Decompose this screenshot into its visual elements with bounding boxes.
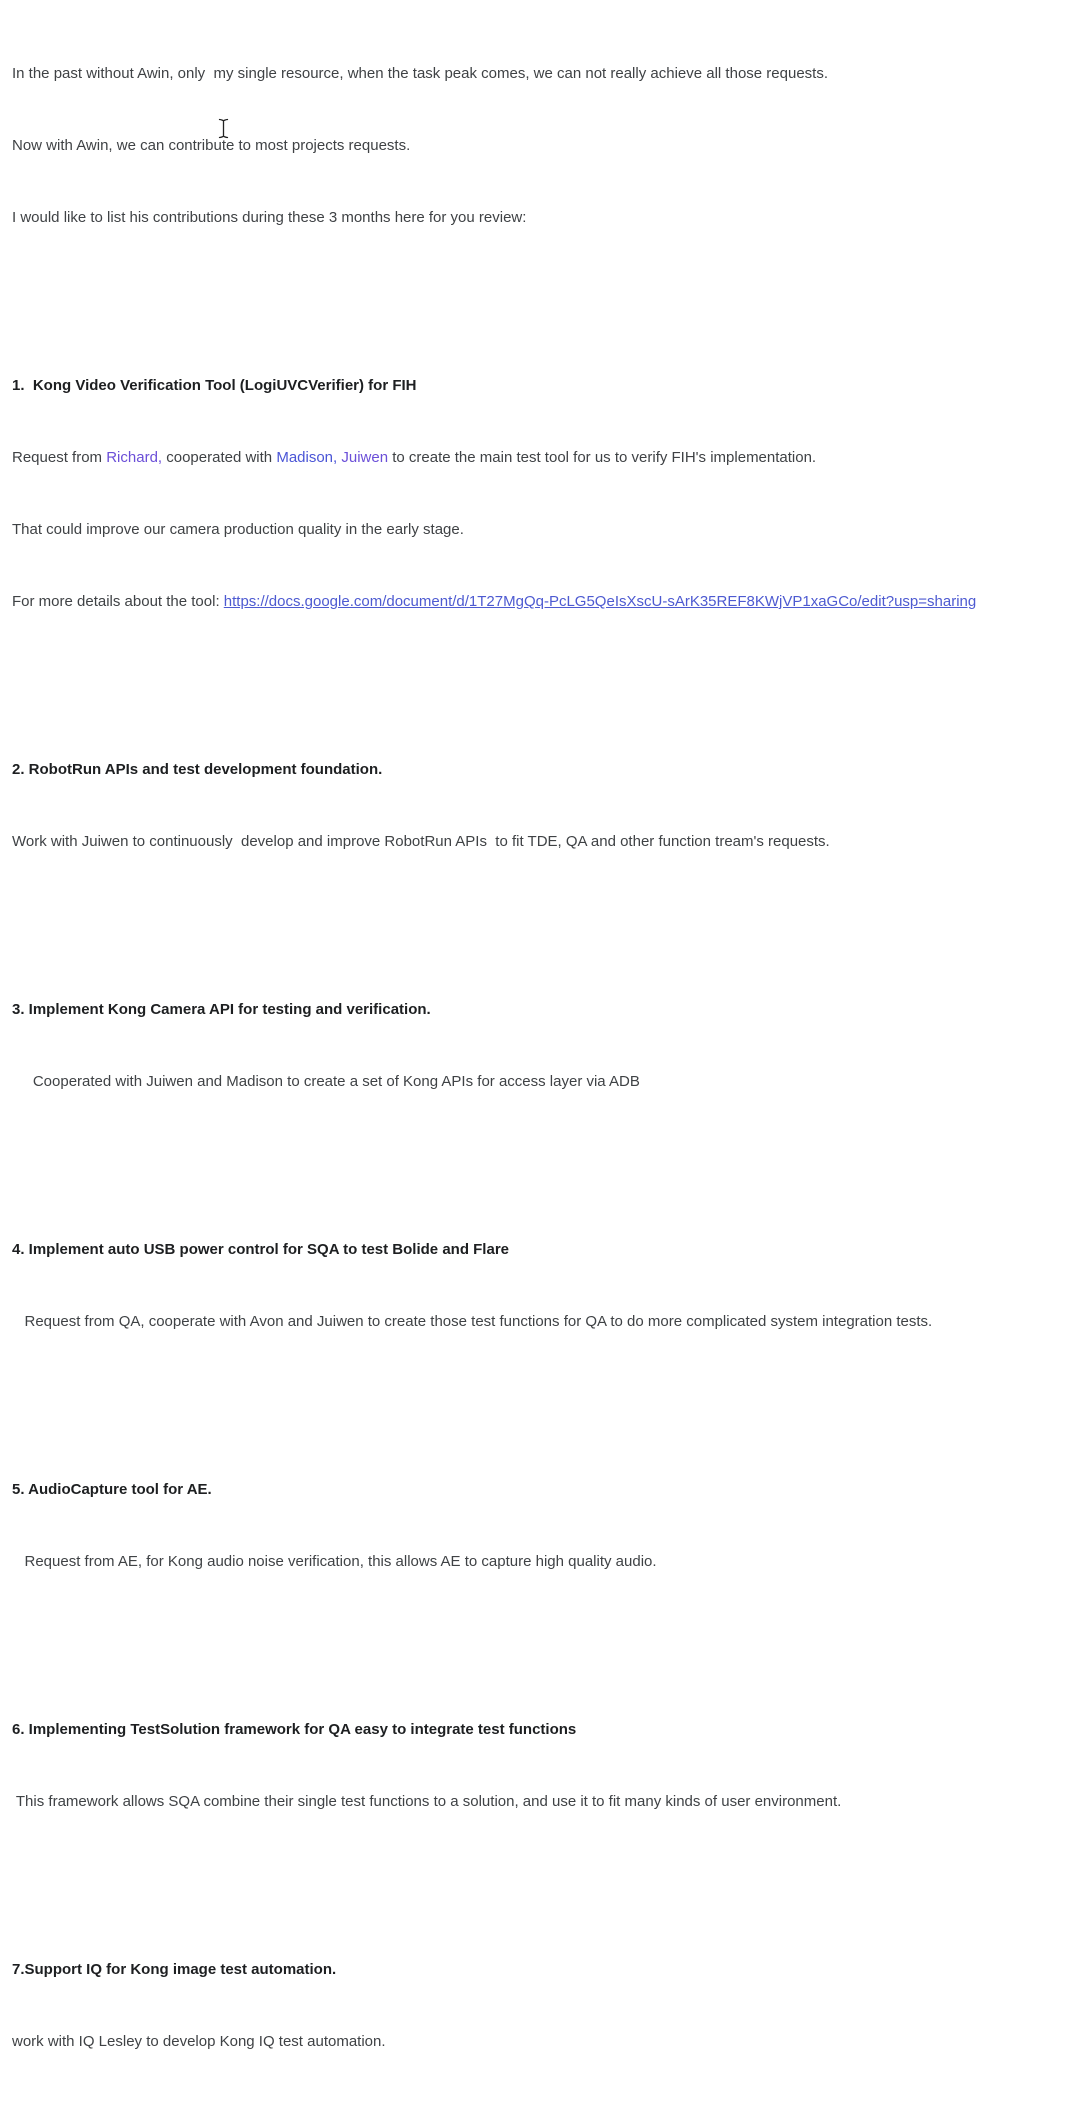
intro-line-2: Now with Awin, we can contribute to most projects requests. [12, 137, 411, 154]
section1-request-pre: Request from [12, 449, 107, 466]
section1-request-mid: cooperated with [162, 449, 277, 466]
section3-body: Cooperated with Juiwen and Madison to create a set of Kong APIs for access layer via ADB [12, 1073, 640, 1090]
section1-request-line [12, 446, 1080, 470]
section1-heading: 1. Kong Video Verification Tool (LogiUVCVerifier) for FIH [12, 377, 417, 394]
blank-line [12, 278, 1080, 302]
section2-heading: 2. RobotRun APIs and test development foundation. [12, 761, 383, 778]
blank-line [12, 902, 1080, 926]
section1-details-label: For more details about the tool: [12, 593, 224, 610]
section6-body: This framework allows SQA combine their single test functions to a solution, and use it to fit many kinds of user environment. [12, 1793, 842, 1810]
intro-line-1: In the past without Awin, only my single resource, when the task peak comes, we can not really achieve all those requests. [12, 65, 828, 82]
section7-heading: 7.Support IQ for Kong image test automation. [12, 1961, 337, 1978]
blank-line [12, 1622, 1080, 1646]
section5-heading: 5. AudioCapture tool for AE. [12, 1481, 212, 1498]
section4-heading: 4. Implement auto USB power control for SQA to test Bolide and Flare [12, 1241, 509, 1258]
section1-details-line [12, 590, 1080, 614]
mention-richard[interactable]: Richard, [106, 449, 163, 466]
google-doc-link[interactable]: https://docs.google.com/document/d/1T27MgQq-PcLG5QeIsXscU-sArK35REF8KWjVP1xaGCo/edit?usp=sharing [223, 593, 977, 610]
section1-line-2: That could improve our camera production quality in the early stage. [12, 521, 464, 538]
section7-body: work with IQ Lesley to develop Kong IQ test automation. [12, 2033, 386, 2050]
intro-line-3: I would like to list his contributions during these 3 months here for you review: [12, 209, 527, 226]
section6-heading: 6. Implementing TestSolution framework for QA easy to integrate test functions [12, 1721, 577, 1738]
mention-juiwen[interactable]: Juiwen [337, 449, 389, 466]
section2-body: Work with Juiwen to continuously develop and improve RobotRun APIs to fit TDE, QA and other function tream's requests. [12, 833, 830, 850]
section1-request-post: to create the main test tool for us to verify FIH's implementation. [388, 449, 817, 466]
section4-body: Request from QA, cooperate with Avon and Juiwen to create those test functions for QA to do more complicated system integration tests. [12, 1313, 933, 1330]
blank-line [12, 1862, 1080, 1886]
mention-madison[interactable]: Madison, [276, 449, 338, 466]
blank-line [12, 1382, 1080, 1406]
section3-heading: 3. Implement Kong Camera API for testing and verification. [12, 1001, 431, 1018]
section5-body: Request from AE, for Kong audio noise verification, this allows AE to capture high quality audio. [12, 1553, 657, 1570]
blank-line [12, 662, 1080, 686]
blank-line [12, 1142, 1080, 1166]
document-text [12, 0, 1080, 2126]
